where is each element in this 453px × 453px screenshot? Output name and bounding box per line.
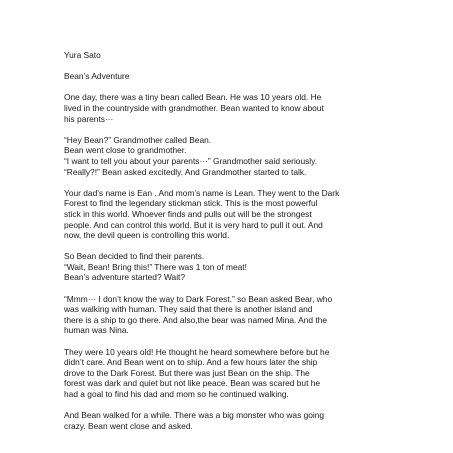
text-line: And Bean walked for a while. There was a big monster who was going (64, 410, 325, 421)
text-line: forest was dark and quiet but not like peace. Bean was scared but he (64, 378, 321, 389)
text-line: Your dad’s name is Ean . And mom’s name is Lean. They went to the Dark (64, 187, 340, 198)
text-line: there is a ship to go there. And also,the bear was named Mina. And the (64, 314, 328, 325)
author-name: Yura Sato (64, 50, 101, 60)
paragraph-3 (64, 188, 444, 241)
text-line: now, the devil queen is controlling this world. (64, 230, 230, 241)
text-line: “Hey Bean?” Grandmother called Bean. (64, 134, 212, 145)
text-line: So Bean decided to find their parents. (64, 251, 205, 262)
text-line: “Wait, Bean! Bring this!” There was 1 ton of meat! (64, 261, 247, 272)
text-line: “I want to tell you about your parents···” Grandmother said seriously. (64, 155, 318, 166)
paragraph-2 (64, 135, 444, 177)
paragraph-4 (64, 251, 444, 283)
text-line: human was Nina. (64, 325, 129, 336)
paragraph-1 (64, 92, 444, 124)
text-line: his parents··· (64, 113, 114, 124)
paragraph-6 (64, 347, 444, 400)
text-line: Forest to find the legendary stickman stick. This is the most powerful (64, 198, 318, 209)
text-line: people. And can control this world. But it is very hard to pull it out. And (64, 219, 323, 230)
text-line: They were 10 years old! He thought he heard somewhere before but he (64, 346, 330, 357)
text-line: Bean went close to grandmother. (64, 145, 187, 156)
text-line: crazy. Bean went close and asked. (64, 420, 193, 431)
text-line: lived in the countryside with grandmother. Bean wanted to know about (64, 102, 324, 113)
text-line: was walking with human. They said that there is another island and (64, 304, 313, 315)
text-line: “Really?!” Bean asked excitedly. And Grandmother started to talk. (64, 166, 307, 177)
document-page (64, 50, 444, 442)
text-line: Bean’s adventure started? Wait? (64, 272, 186, 283)
text-line: had a goal to find his dad and mom so he continued walking. (64, 389, 289, 399)
story-title: Bean’s Adventure (64, 71, 130, 82)
text-line: stick in this world. Whoever finds and pulls out will be the strongest (64, 208, 312, 219)
paragraph-5 (64, 294, 444, 336)
text-line: One day, there was a tiny bean called Bean. He was 10 years old. He (64, 92, 322, 103)
paragraph-7 (64, 410, 444, 431)
text-line: drove to the Dark Forest. But there was just Bean on the ship. The (64, 367, 310, 378)
text-line: “Mmm··· I don’t know the way to Dark Forest.” so Bean asked Bear, who (64, 293, 333, 304)
text-line: didn’t care. And Bean went on to ship. And a few hours later the ship (64, 357, 318, 368)
